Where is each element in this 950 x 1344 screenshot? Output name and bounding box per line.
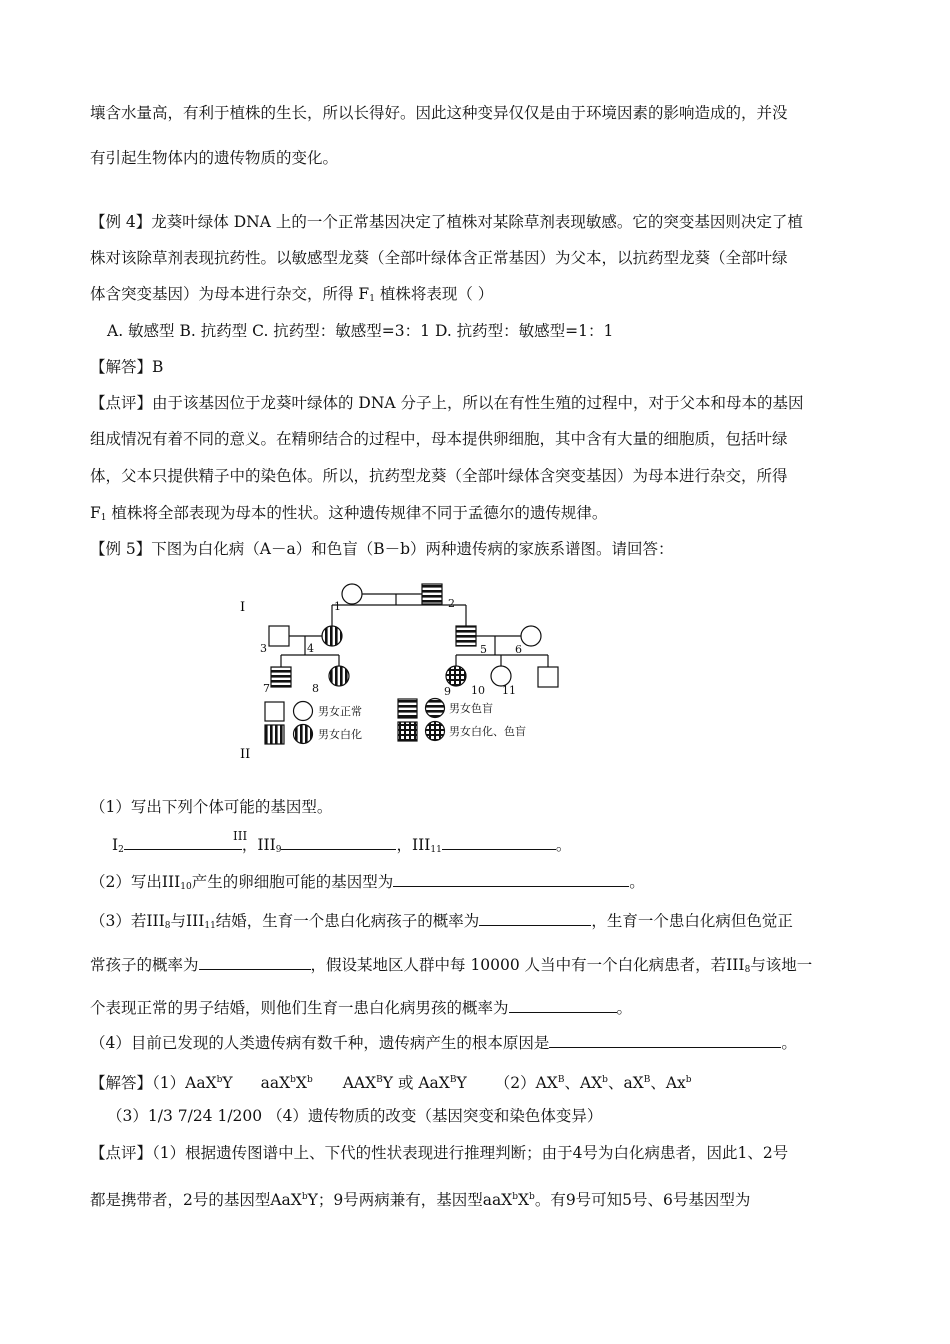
ex4-options: A. 敏感型 B. 抗药型 C. 抗药型：敏感型=3：1 D. 抗药型：敏感型=1：1	[107, 322, 614, 340]
legend-male-colorblind	[398, 699, 417, 718]
blank-i2[interactable]	[124, 835, 242, 850]
blank-iii11[interactable]	[442, 835, 556, 850]
individual-2-male-colorblind	[422, 584, 442, 604]
ex5-comment-line-2: 都是携带者，2号的基因型AaX$^b$Y；9号两病兼有，基因型$aaX^bX^b$。有9号可知5号、6号基因型为	[90, 1191, 751, 1209]
ex5-answer-line-2: （3）1/3 7/24 1/200 （4）遗传物质的改变（基因突变和染色体变异）	[107, 1107, 603, 1125]
ex4-comment-line-4: $F_1$ 植株将全部表现为母本的性状。这种遗传规律不同于孟德尔的遗传规律。	[90, 504, 608, 523]
legend-colorblind-label: 男女色盲	[449, 702, 493, 715]
blank-q3-3[interactable]	[509, 998, 617, 1013]
num-3: 3	[260, 642, 267, 655]
ex5-comment-line-1: 【点评】（1）根据遗传图谱中上、下代的性状表现进行推理判断；由于4号为白化病患者，因此1、2号	[90, 1144, 789, 1162]
legend-male-both	[398, 722, 417, 741]
individual-10-female-normal	[491, 666, 511, 686]
individual-6-female-normal	[521, 626, 541, 646]
legend-female-normal	[294, 702, 313, 721]
ex5-q4: （4）目前已发现的人类遗传病有数千种，遗传病产生的根本原因是 。	[90, 1034, 797, 1052]
num-4: 4	[307, 642, 314, 655]
ex5-q1-blanks: $I_2$ ，$III_9$ ，$III_{11}$ 。	[112, 836, 572, 855]
blank-q3-1[interactable]	[479, 911, 591, 926]
gen-label-1: I	[240, 600, 246, 615]
num-1: 1	[334, 600, 341, 613]
blank-q3-2[interactable]	[199, 955, 311, 970]
individual-5-male-colorblind	[456, 626, 476, 646]
ex5-q3-line-1: （3）若$III_8$与$III_{11}$结婚，生育一个患白化病孩子的概率为 ，生育一个患白化病但色觉正	[90, 912, 793, 931]
num-10: 10	[471, 684, 485, 697]
prev-paragraph-line-1: 壤含水量高，有利于植株的生长，所以长得好。因此这种变异仅仅是由于环境因素的影响造成的，并没	[90, 104, 788, 122]
num-8: 8	[312, 682, 319, 695]
legend-normal-label: 男女正常	[318, 705, 362, 718]
num-9: 9	[444, 685, 451, 698]
num-11: 11	[502, 684, 516, 697]
legend-female-colorblind	[426, 699, 445, 718]
num-7: 7	[263, 682, 270, 695]
individual-8-female-albino	[329, 666, 349, 686]
ex4-answer: 【解答】B	[90, 358, 164, 376]
pedigree-lines	[281, 594, 548, 667]
legend-female-both	[426, 722, 445, 741]
ex5-q3-line-2: 常孩子的概率为 ，假设某地区人群中每 10000 人当中有一个白化病患者，若$III_8$与该地一	[90, 956, 813, 975]
ex4-question-line-2: 株对该除草剂表现抗药性。以敏感型龙葵（全部叶绿体含正常基因）为父本，以抗药型龙葵（全部叶绿	[90, 249, 788, 267]
ex4-comment-line-3: 体，父本只提供精子中的染色体。所以，抗药型龙葵（全部叶绿体含突变基因）为母本进行杂交，所得	[90, 467, 788, 485]
num-6: 6	[515, 643, 522, 656]
num-2: 2	[448, 597, 455, 610]
legend-both-label: 男女白化、色盲	[449, 725, 526, 738]
legend-male-normal	[265, 702, 284, 721]
pedigree-chart	[230, 575, 570, 765]
individual-9-female-albino-colorblind	[446, 666, 466, 686]
stray-iii-label: III	[233, 829, 248, 843]
legend-female-albino	[294, 725, 313, 744]
ex5-q3-line-3: 个表现正常的男子结婚，则他们生育一患白化病男孩的概率为 。	[90, 999, 633, 1017]
ex4-question-line-1: 【例 4】龙葵叶绿体 DNA 上的一个正常基因决定了植株对某除草剂表现敏感。它的突变基因则决定了植	[90, 213, 803, 231]
blank-q4[interactable]	[549, 1033, 781, 1048]
individual-4-female-albino	[322, 626, 342, 646]
individual-3-male-normal	[269, 626, 289, 646]
blank-iii9[interactable]	[281, 835, 396, 850]
prev-paragraph-line-2: 有引起生物体内的遗传物质的变化。	[90, 149, 339, 167]
individual-1-female-normal	[342, 584, 362, 604]
legend-male-albino	[265, 725, 284, 744]
legend-albino-label: 男女白化	[318, 728, 362, 741]
ex5-q2: （2）写出$III_{10}$产生的卵细胞可能的基因型为 。	[90, 873, 645, 892]
ex5-intro: 【例 5】下图为白化病（A－a）和色盲（B－b）两种遗传病的家族系谱图。请回答：	[90, 540, 674, 558]
ex5-q1: （1）写出下列个体可能的基因型。	[90, 798, 333, 816]
individual-11-male-normal	[538, 667, 558, 687]
ex5-answer-line-1: 【解答】（1）AaX$^b$Y $aaX^bX^b$ $AAX^BY$ 或 AaX$^B$Y $(2)AX^B$、$AX^b$、$aX^B$、Ax$^b$	[90, 1074, 692, 1092]
ex4-comment-line-2: 组成情况有着不同的意义。在精卵结合的过程中，母本提供卵细胞，其中含有大量的细胞质，包括叶绿	[90, 430, 788, 448]
blank-q2[interactable]	[393, 872, 629, 887]
ex4-comment-line-1: 【点评】由于该基因位于龙葵叶绿体的 DNA 分子上，所以在有性生殖的过程中，对于父本和母本的基因	[90, 394, 804, 412]
individual-7-male-colorblind	[271, 667, 291, 687]
gen-label-2: II	[240, 747, 251, 762]
ex4-question-line-3: 体含突变基因）为母本进行杂交，所得 $F_1$ 植株将表现（ ）	[90, 285, 494, 304]
num-5: 5	[480, 643, 487, 656]
